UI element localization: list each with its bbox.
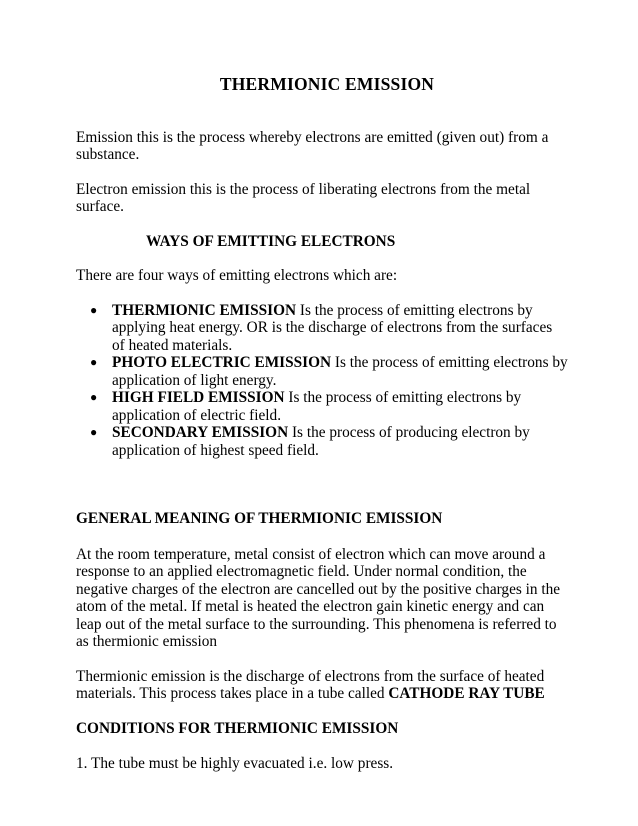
bullet-icon: ●	[90, 355, 98, 369]
list-item	[90, 389, 568, 424]
list-item	[90, 424, 568, 459]
term-thermionic: THERMIONIC EMISSION	[112, 301, 297, 319]
term-description: Is the process of emitting electrons by application of electric field.	[112, 389, 522, 424]
paragraph-discharge	[76, 668, 568, 703]
list-item	[90, 354, 568, 389]
bullet-icon: ●	[90, 425, 98, 439]
page-title: THERMIONIC EMISSION	[219, 74, 435, 94]
ways-list	[76, 302, 568, 460]
term-description: Is the process of producing electron by application of highest speed field.	[112, 424, 530, 459]
term-secondary: SECONDARY EMISSION	[112, 424, 289, 441]
term-photo-electric: PHOTO ELECTRIC EMISSION	[112, 354, 332, 371]
paragraph-condition-1: 1. The tube must be highly evacuated i.e. low press.	[76, 755, 394, 772]
paragraph-general-meaning: At the room temperature, metal consist of electron which can move around a response to an applied electromagnetic field. Under normal condition, the negative charges of the electron are cancelled out by the positive charges in the atom of the metal. If metal is heated the electron gain kinetic energy and can leap out of the metal surface to the surrounding. This phenomena is referred to as thermionic emission	[76, 545, 561, 650]
bullet-icon: ●	[90, 302, 98, 317]
term-high-field: HIGH FIELD EMISSION	[112, 389, 285, 406]
list-item	[90, 301, 568, 355]
discharge-text: Thermionic emission is the discharge of electrons from the surface of heated materials. This process takes place in a tube called	[76, 667, 545, 702]
paragraph-ways-intro: There are four ways of emitting electrons which are:	[76, 267, 398, 284]
bullet-icon: ●	[90, 390, 98, 404]
cathode-ray-tube-term: CATHODE RAY TUBE	[388, 685, 545, 702]
heading-conditions: CONDITIONS FOR THERMIONIC EMISSION	[76, 719, 399, 737]
heading-general-meaning: GENERAL MEANING OF THERMIONIC EMISSION	[76, 510, 443, 527]
heading-ways-of-emitting: WAYS OF EMITTING ELECTRONS	[146, 232, 396, 250]
term-description: Is the process of emitting electrons by application of light energy.	[112, 354, 568, 389]
paragraph-emission-definition: Emission this is the process whereby electrons are emitted (given out) from a substance.	[76, 128, 549, 163]
spacer	[76, 459, 568, 510]
paragraph-electron-emission-definition: Electron emission this is the process of liberating electrons from the metal surface.	[76, 180, 531, 215]
term-description: Is the process of emitting electrons by applying heat energy. OR is the discharge of electrons from the surfaces of heated materials.	[112, 301, 553, 354]
